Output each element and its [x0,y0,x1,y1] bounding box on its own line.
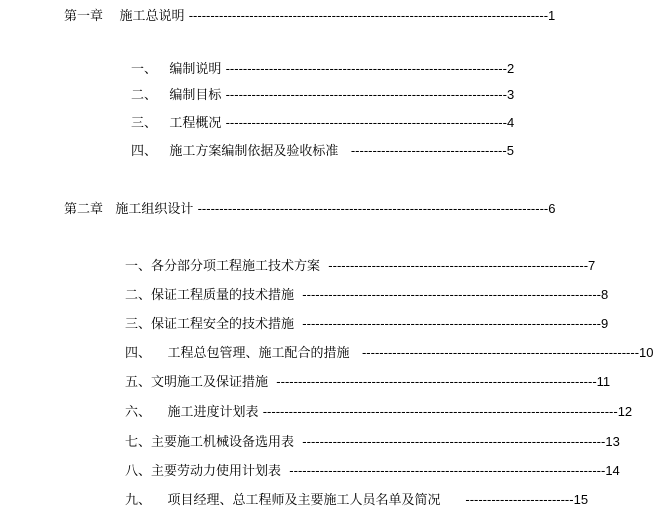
toc-chapter-1[interactable] [64,8,555,25]
chapter-prefix: 第二章 [64,202,104,217]
page-number: 12 [617,404,633,419]
leader-dots: ----------------------------------------------------------------- [225,61,507,76]
leader-dots: -------------------------------------------------------------------------- [276,374,597,389]
section-title: 编制说明 [169,62,222,77]
page-number: 15 [573,492,589,507]
toc-section-1-1[interactable] [131,61,514,78]
chapter-title: 施工组织设计 [115,202,194,217]
toc-section-2-8[interactable] [125,463,620,480]
leader-dots: --------------------------------------------------------------------- [302,287,602,302]
leader-dots: ------------------------------------------------------------ [328,258,589,273]
toc-chapter-2[interactable] [64,201,555,218]
section-prefix: 三、 [131,116,158,131]
section-title: 施工进度计划表 [167,405,259,420]
section-title: 工程总包管理、施工配合的措施 [167,346,350,361]
toc-section-2-1[interactable] [125,258,595,275]
section-title: 文明施工及保证措施 [151,375,269,390]
chapter-title: 施工总说明 [119,9,185,24]
page-number: 6 [548,201,556,216]
section-title: 主要劳动力使用计划表 [151,464,282,479]
leader-dots: --------------------------------------------------------------------------------- [197,201,549,216]
page-number: 8 [601,287,609,302]
section-prefix: 四、 [125,346,152,361]
leader-dots: ----------------------------------------------------------------- [225,115,507,130]
section-prefix: 二、 [125,288,152,303]
page-number: 9 [601,316,609,331]
section-title: 项目经理、总工程师及主要施工人员名单及简况 [167,493,441,508]
section-prefix: 一、 [131,62,158,77]
page-number: 7 [588,258,596,273]
toc-section-2-2[interactable] [125,287,608,304]
leader-dots: ------------------------------------------------------------------------- [289,463,606,478]
section-prefix: 五、 [125,375,152,390]
leader-dots: ------------------------- [465,492,574,507]
leader-dots: ----------------------------------------------------------------- [225,87,507,102]
leader-dots: ---------------------------------------------------------------------------------- [262,404,618,419]
section-prefix: 七、 [125,435,152,450]
section-title: 保证工程质量的技术措施 [151,288,295,303]
page-number: 5 [506,143,514,158]
toc-section-2-5[interactable] [125,374,610,391]
toc-section-1-3[interactable] [131,115,514,132]
section-prefix: 二、 [131,88,158,103]
section-title: 主要施工机械设备选用表 [151,435,295,450]
page-number: 11 [596,374,611,389]
leader-dots: ---------------------------------------------------------------- [361,345,640,360]
page-number: 1 [548,8,556,23]
page-number: 3 [506,87,515,102]
leader-dots: ------------------------------------ [350,143,507,158]
section-title: 编制目标 [169,88,222,103]
page-number: 13 [605,434,620,449]
chapter-prefix: 第一章 [64,9,104,24]
section-prefix: 四、 [131,144,158,159]
section-title: 保证工程安全的技术措施 [151,317,295,332]
section-prefix: 九、 [125,493,152,508]
leader-dots: ----------------------------------------------------------------------------------- [188,8,549,23]
section-prefix: 八、 [125,464,152,479]
section-prefix: 三、 [125,317,152,332]
section-title: 工程概况 [169,116,222,131]
toc-section-1-4[interactable] [131,143,514,160]
toc-section-2-3[interactable] [125,316,608,333]
toc-section-2-9[interactable] [125,492,588,509]
page-number: 2 [506,61,515,76]
section-title: 各分部分项工程施工技术方案 [151,259,321,274]
section-prefix: 六、 [125,405,152,420]
toc-section-2-4[interactable] [125,345,654,362]
section-prefix: 一、 [125,259,152,274]
page-number: 4 [506,115,515,130]
page-number: 14 [605,463,620,478]
leader-dots: --------------------------------------------------------------------- [302,316,602,331]
toc-section-1-2[interactable] [131,87,514,104]
leader-dots: ---------------------------------------------------------------------- [302,434,606,449]
page-number: 10 [639,345,654,360]
toc-section-2-7[interactable] [125,434,620,451]
toc-section-2-6[interactable] [125,404,632,421]
section-title: 施工方案编制依据及验收标准 [169,144,339,159]
